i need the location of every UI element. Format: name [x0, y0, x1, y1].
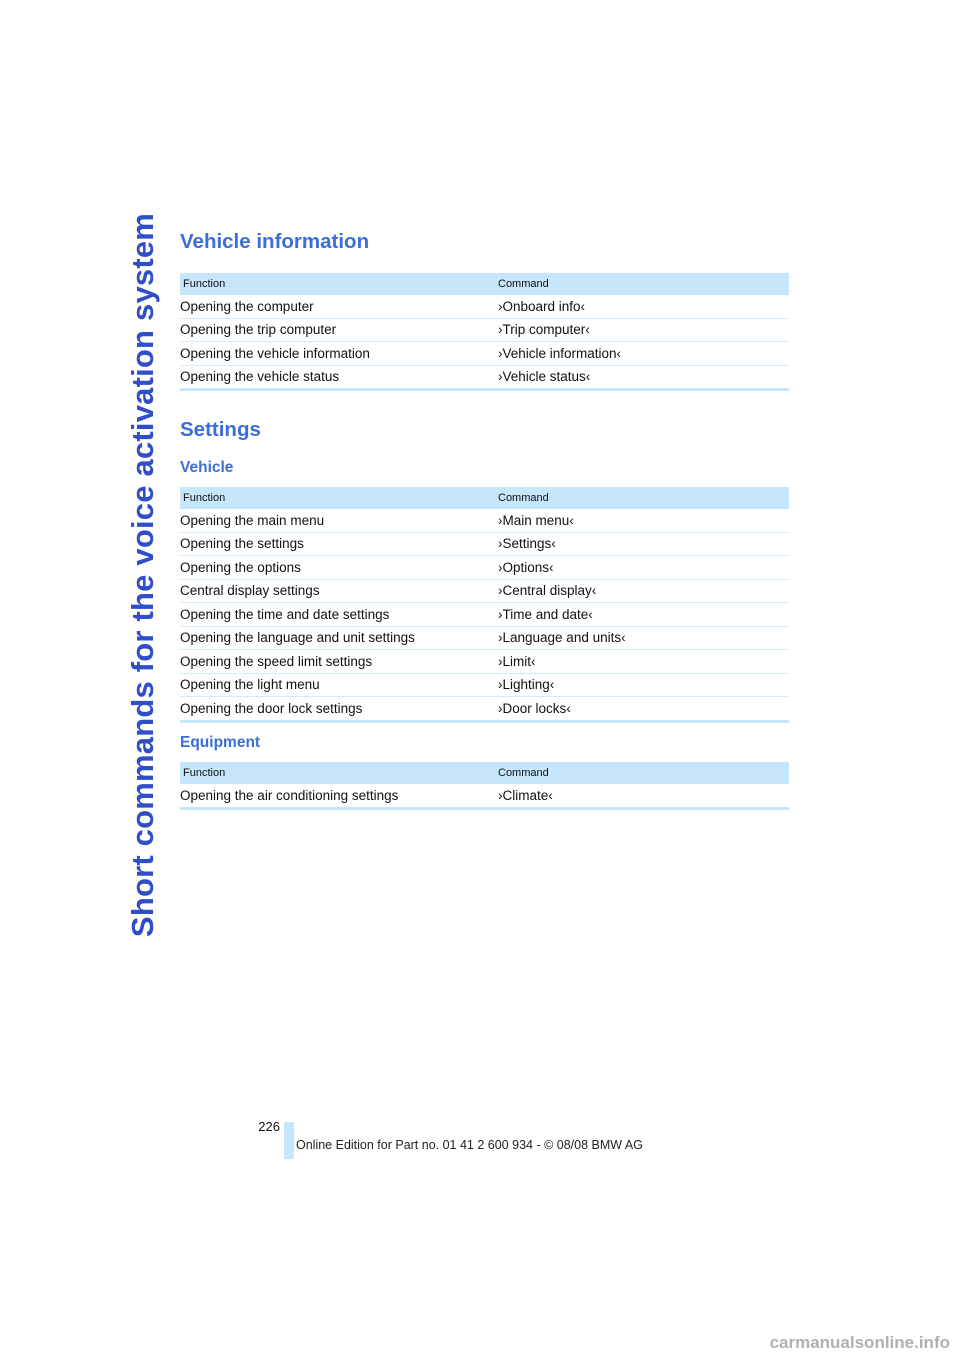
table-header-row: [180, 487, 789, 509]
function-cell: Opening the time and date settings: [180, 603, 498, 627]
function-cell: Opening the options: [180, 556, 498, 580]
function-cell: Central display settings: [180, 579, 498, 603]
command-column-header: Command: [498, 487, 789, 509]
function-cell: Opening the computer: [180, 295, 498, 318]
table-header-row: [180, 762, 789, 784]
equipment-subheading: Equipment: [180, 734, 261, 751]
table-row: [180, 532, 789, 556]
function-cell: Opening the settings: [180, 532, 498, 556]
function-cell: Opening the vehicle information: [180, 342, 498, 366]
command-cell: ›Vehicle status‹: [498, 365, 789, 390]
command-cell: ›Trip computer‹: [498, 318, 789, 342]
function-cell: Opening the door lock settings: [180, 697, 498, 722]
table-row: [180, 579, 789, 603]
function-column-header: Function: [180, 762, 498, 784]
command-cell: ›Main menu‹: [498, 509, 789, 532]
command-cell: ›Central display‹: [498, 579, 789, 603]
equipment-settings-table: [180, 762, 789, 810]
command-cell: ›Climate‹: [498, 784, 789, 808]
settings-heading: Settings: [180, 418, 261, 441]
command-cell: ›Door locks‹: [498, 697, 789, 722]
command-cell: ›Vehicle information‹: [498, 342, 789, 366]
table-row: [180, 697, 789, 722]
table-header-row: [180, 273, 789, 295]
command-column-header: Command: [498, 273, 789, 295]
table-row: [180, 509, 789, 532]
command-cell: ›Time and date‹: [498, 603, 789, 627]
function-cell: Opening the language and unit settings: [180, 626, 498, 650]
function-cell: Opening the trip computer: [180, 318, 498, 342]
page-number: 226: [258, 1119, 280, 1134]
side-chapter-title-text: Short commands for the voice activation system: [125, 212, 160, 938]
vehicle-information-table: [180, 273, 789, 391]
table-row: [180, 603, 789, 627]
vehicle-information-heading: Vehicle information: [180, 230, 370, 253]
table-row: [180, 342, 789, 366]
table-row: [180, 365, 789, 390]
site-watermark: carmanualsonline.info: [769, 1333, 950, 1352]
function-column-header: Function: [180, 487, 498, 509]
table-row: [180, 295, 789, 318]
table-row: [180, 626, 789, 650]
command-cell: ›Language and units‹: [498, 626, 789, 650]
vehicle-settings-table: [180, 487, 789, 723]
edition-note: Online Edition for Part no. 01 41 2 600 934 - © 08/08 BMW AG: [296, 1138, 643, 1152]
table-row: [180, 673, 789, 697]
function-cell: Opening the light menu: [180, 673, 498, 697]
side-chapter-title: [118, 212, 168, 938]
command-cell: ›Onboard info‹: [498, 295, 789, 318]
function-cell: Opening the main menu: [180, 509, 498, 532]
command-cell: ›Settings‹: [498, 532, 789, 556]
function-column-header: Function: [180, 273, 498, 295]
function-cell: Opening the speed limit settings: [180, 650, 498, 674]
vehicle-subheading: Vehicle: [180, 459, 234, 476]
table-row: [180, 650, 789, 674]
function-cell: Opening the vehicle status: [180, 365, 498, 390]
table-row: [180, 784, 789, 808]
command-column-header: Command: [498, 762, 789, 784]
command-cell: ›Options‹: [498, 556, 789, 580]
command-cell: ›Limit‹: [498, 650, 789, 674]
command-cell: ›Lighting‹: [498, 673, 789, 697]
table-row: [180, 318, 789, 342]
function-cell: Opening the air conditioning settings: [180, 784, 498, 808]
footer-accent-bar: [284, 1122, 294, 1159]
table-row: [180, 556, 789, 580]
